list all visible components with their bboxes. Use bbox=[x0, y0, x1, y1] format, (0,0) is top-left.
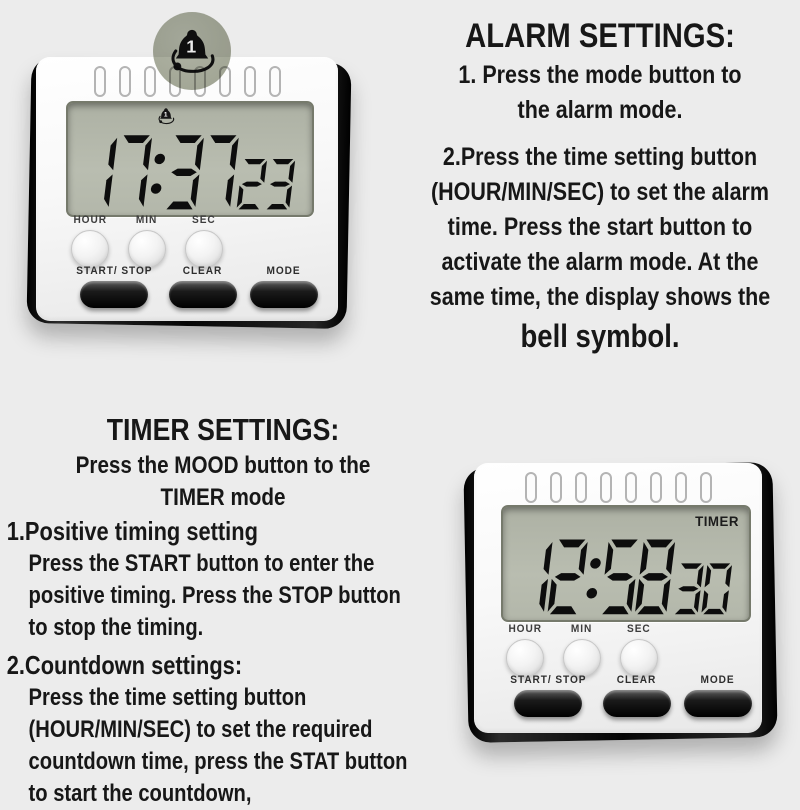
kitchen-timer-timer-mode bbox=[474, 463, 762, 733]
min-button-group bbox=[561, 623, 603, 677]
set-button-row bbox=[69, 214, 225, 268]
timer-front-face bbox=[474, 463, 762, 733]
min-label: MIN bbox=[136, 214, 158, 226]
kitchen-timer-alarm-mode bbox=[36, 36, 338, 321]
timer-intro-line: TIMER mode bbox=[160, 484, 286, 511]
vent-slot bbox=[650, 472, 662, 503]
sec-label: SEC bbox=[627, 623, 651, 635]
min-label: MIN bbox=[571, 623, 593, 635]
sec-button bbox=[620, 639, 658, 677]
vent-slot bbox=[575, 472, 587, 503]
clear-button bbox=[603, 690, 671, 717]
countdown-line: Press the time setting button bbox=[28, 684, 307, 711]
start-stop-button bbox=[80, 281, 148, 308]
countdown-settings-title: 2.Countdown settings: bbox=[6, 650, 243, 680]
min-button-group bbox=[126, 214, 168, 268]
alarm-bell-badge bbox=[153, 12, 231, 90]
sec-button-group bbox=[618, 623, 660, 677]
hour-button-group bbox=[69, 214, 111, 268]
alarm-step1-line: 1. Press the mode button to bbox=[458, 61, 742, 89]
sec-button-group bbox=[183, 214, 225, 268]
positive-timing-line: Press the START button to enter the bbox=[28, 550, 375, 577]
start-stop-button bbox=[514, 690, 582, 717]
start-stop-label: START/ STOP bbox=[76, 265, 153, 277]
start-stop-group bbox=[507, 674, 590, 717]
vent-slot bbox=[144, 66, 156, 97]
set-button-row bbox=[504, 623, 660, 677]
countdown-line: countdown time, press the STAT button bbox=[28, 748, 408, 775]
seven-segment-time bbox=[76, 119, 305, 211]
alarm-step2-line: same time, the display shows the bbox=[429, 283, 771, 311]
vent-slot bbox=[94, 66, 106, 97]
svg-text:1: 1 bbox=[163, 111, 168, 119]
min-button bbox=[563, 639, 601, 677]
clear-group bbox=[603, 674, 671, 717]
mode-button bbox=[684, 690, 752, 717]
clear-group bbox=[169, 265, 237, 308]
timer-settings-heading: TIMER SETTINGS: bbox=[106, 412, 340, 447]
svg-text:1: 1 bbox=[186, 36, 197, 57]
vent-slot bbox=[119, 66, 131, 97]
vent-slot bbox=[600, 472, 612, 503]
positive-timing-title: 1.Positive timing setting bbox=[6, 516, 258, 546]
speaker-vents bbox=[474, 472, 762, 503]
positive-timing-line: positive timing. Press the STOP button bbox=[28, 582, 401, 609]
start-stop-label: START/ STOP bbox=[510, 674, 587, 686]
mode-group bbox=[250, 265, 318, 308]
countdown-line: to start the countdown, bbox=[28, 780, 252, 807]
lcd-digits bbox=[72, 109, 308, 211]
timer-front-face bbox=[36, 57, 338, 321]
alarm-step2-line: (HOUR/MIN/SEC) to set the alarm bbox=[430, 178, 770, 206]
mode-button bbox=[250, 281, 318, 308]
alarm-settings-heading: ALARM SETTINGS: bbox=[465, 17, 735, 55]
countdown-line: (HOUR/MIN/SEC) to set the required bbox=[28, 716, 373, 743]
lcd-digits bbox=[507, 513, 745, 616]
mode-group bbox=[684, 674, 752, 717]
seven-segment-time bbox=[511, 523, 742, 616]
alarm-step2-line: activate the alarm mode. At the bbox=[441, 248, 759, 276]
hour-label: HOUR bbox=[508, 623, 542, 635]
bell-icon bbox=[166, 25, 218, 77]
action-button-row bbox=[73, 265, 318, 308]
action-button-row bbox=[507, 674, 752, 717]
vent-slot bbox=[525, 472, 537, 503]
hour-button bbox=[506, 639, 544, 677]
vent-slot bbox=[269, 66, 281, 97]
alarm-step2-line: 2.Press the time setting button bbox=[442, 143, 758, 171]
sec-button bbox=[185, 230, 223, 268]
vent-slot bbox=[244, 66, 256, 97]
alarm-step2-line: time. Press the start button to bbox=[447, 213, 753, 241]
mode-label: MODE bbox=[700, 674, 735, 686]
clear-button bbox=[169, 281, 237, 308]
mode-label: MODE bbox=[266, 265, 301, 277]
lcd-timer-mode-label: TIMER bbox=[695, 513, 739, 529]
hour-button bbox=[71, 230, 109, 268]
vent-slot bbox=[700, 472, 712, 503]
clear-label: CLEAR bbox=[616, 674, 657, 686]
positive-timing-line: to stop the timing. bbox=[28, 614, 204, 641]
clear-label: CLEAR bbox=[182, 265, 223, 277]
alarm-step1-line: the alarm mode. bbox=[517, 96, 683, 124]
sec-label: SEC bbox=[192, 214, 216, 226]
min-button bbox=[128, 230, 166, 268]
hour-label: HOUR bbox=[73, 214, 107, 226]
vent-slot bbox=[675, 472, 687, 503]
vent-slot bbox=[625, 472, 637, 503]
start-stop-group bbox=[73, 265, 156, 308]
lcd-display bbox=[501, 505, 751, 622]
timer-settings-section bbox=[0, 410, 446, 810]
spacer bbox=[385, 128, 800, 140]
bell-symbol-emphasis: bell symbol. bbox=[520, 318, 680, 354]
lcd-display bbox=[66, 101, 314, 217]
hour-button-group bbox=[504, 623, 546, 677]
alarm-settings-section bbox=[385, 14, 800, 357]
vent-slot bbox=[550, 472, 562, 503]
timer-intro-line: Press the MOOD button to the bbox=[75, 452, 371, 479]
